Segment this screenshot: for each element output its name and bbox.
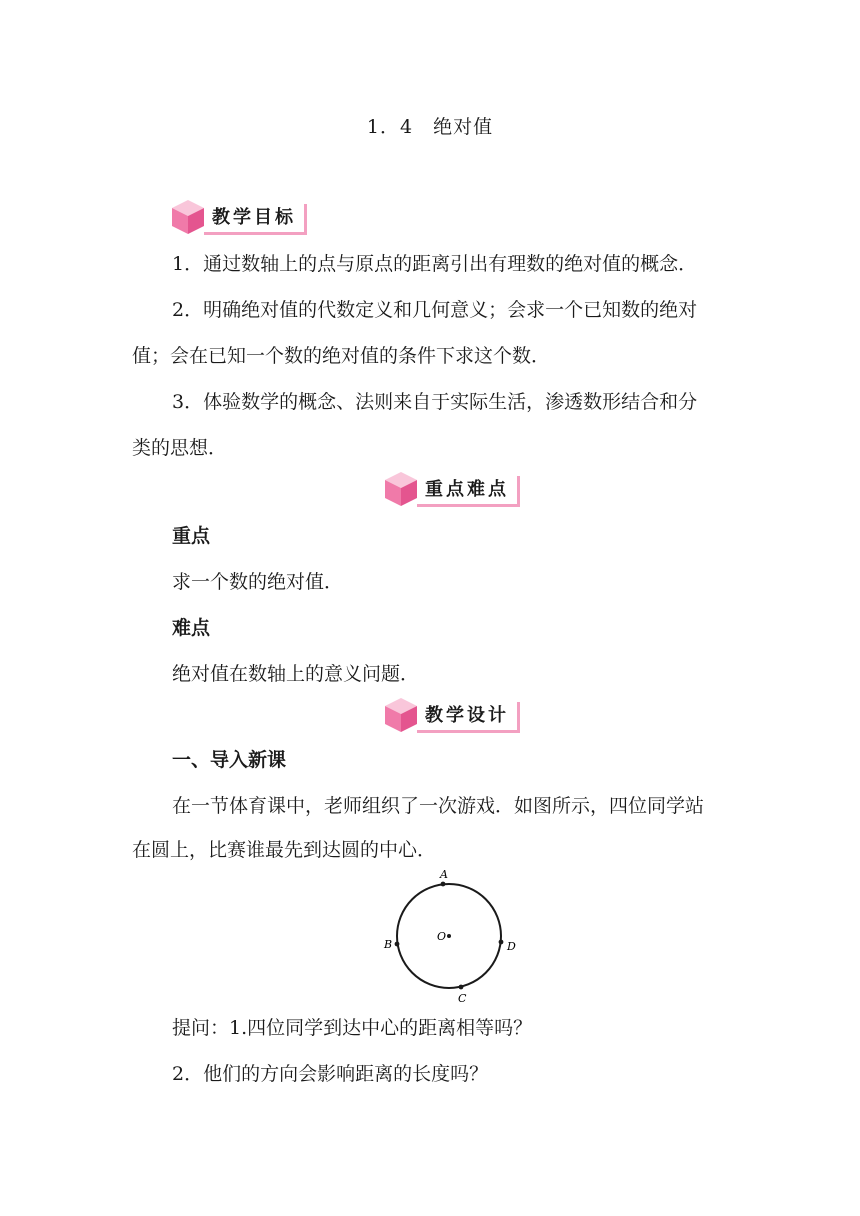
question-2: 2．他们的方向会影响距离的长度吗？ <box>172 1063 489 1085</box>
point-d <box>499 940 504 945</box>
point-b <box>395 942 400 947</box>
difficult-text: 绝对值在数轴上的意义问题． <box>172 663 420 685</box>
goal-item-1: 1．通过数轴上的点与原点的距离引出有理数的绝对值的概念． <box>172 253 698 275</box>
label-c: C <box>458 992 467 1005</box>
goal-item-3-cont: 类的思想． <box>132 437 228 459</box>
label-a: A <box>440 868 448 881</box>
goal-item-3: 3．体验数学的概念、法则来自于实际生活，渗透数形结合和分 <box>172 391 698 413</box>
page-title: 1．4 绝对值 <box>366 116 494 138</box>
key-label: 重点 <box>172 525 211 547</box>
label-o: O <box>437 930 447 943</box>
point-o <box>447 934 451 938</box>
section-banner-goals <box>170 198 310 238</box>
goal-item-2-cont: 值；会在已知一个数的绝对值的条件下求这个数． <box>132 345 551 367</box>
point-a <box>441 882 446 887</box>
label-d: D <box>507 940 516 953</box>
point-c <box>459 985 464 990</box>
banner-label-box <box>204 204 307 235</box>
section-banner-design <box>383 696 523 736</box>
section-banner-keypoints <box>383 470 523 510</box>
banner-label-box <box>417 702 520 733</box>
label-b: B <box>384 938 393 951</box>
banner-label-box <box>417 476 520 507</box>
section-heading-goals: 教学目标 <box>212 207 296 228</box>
cube-icon <box>383 696 419 734</box>
intro-paragraph-line2: 在圆上，比赛谁最先到达圆的中心． <box>132 839 437 861</box>
key-text: 求一个数的绝对值． <box>172 571 344 593</box>
cube-icon <box>383 470 419 508</box>
section-heading-keypoints: 重点难点 <box>425 479 509 500</box>
goal-item-2: 2．明确绝对值的代数定义和几何意义；会求一个已知数的绝对 <box>172 299 698 321</box>
cube-icon <box>170 198 206 236</box>
question-1: 提问：1.四位同学到达中心的距离相等吗？ <box>172 1017 533 1039</box>
intro-paragraph-line1: 在一节体育课中，老师组织了一次游戏．如图所示，四位同学站 <box>172 795 705 817</box>
difficult-label: 难点 <box>172 617 211 639</box>
circle-figure <box>370 864 530 1010</box>
part1-title: 一、导入新课 <box>172 749 287 771</box>
section-heading-design: 教学设计 <box>425 705 509 726</box>
